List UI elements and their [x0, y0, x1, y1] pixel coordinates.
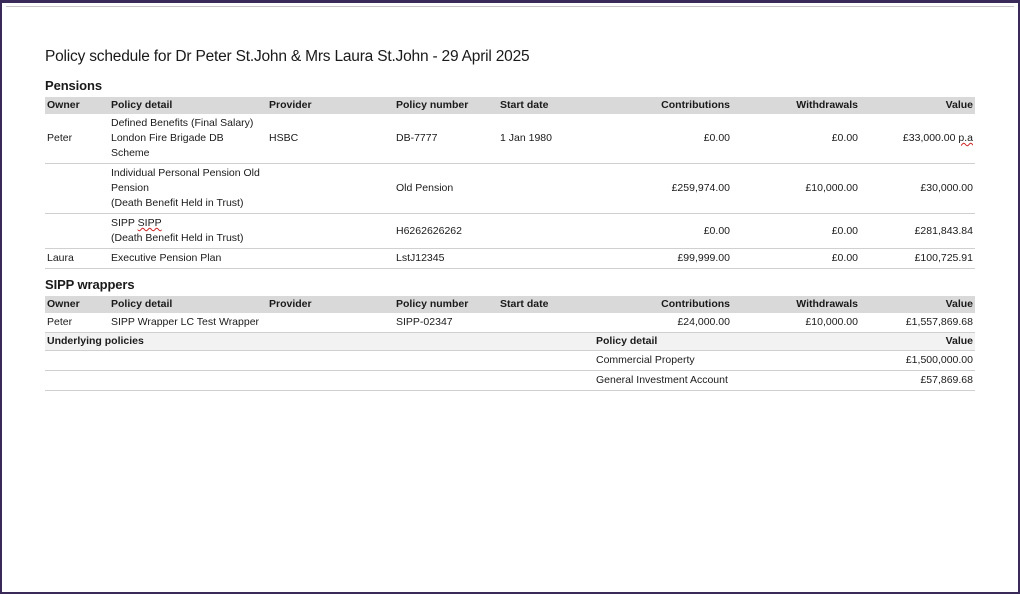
provider-cell: [267, 214, 394, 249]
provider-cell: HSBC: [267, 114, 394, 164]
policy-detail-cell: SIPP Wrapper LC Test Wrapper: [109, 313, 267, 333]
start-date-cell: [498, 313, 594, 333]
underlying-value-header: Value: [860, 333, 975, 351]
col-header: Owner: [45, 296, 109, 313]
col-header: Policy detail: [109, 97, 267, 114]
policy-detail-cell: Defined Benefits (Final Salary) London Fire Brigade DB Scheme: [109, 114, 267, 164]
owner-cell: Peter: [45, 313, 109, 333]
underlying-detail-cell: General Investment Account: [594, 371, 860, 391]
detail-text-flagged: SIPP: [137, 217, 162, 229]
value-cell: £281,843.84: [860, 214, 975, 249]
col-header: Value: [860, 97, 975, 114]
value-cell: £1,557,869.68: [860, 313, 975, 333]
col-header: Withdrawals: [732, 296, 860, 313]
col-header: Owner: [45, 97, 109, 114]
policy-number-cell: LstJ12345: [394, 249, 498, 269]
col-header: Policy detail: [109, 296, 267, 313]
underlying-detail-cell: Commercial Property: [594, 351, 860, 371]
col-header: Provider: [267, 296, 394, 313]
underlying-value-cell: £57,869.68: [860, 371, 975, 391]
underlying-value-cell: £1,500,000.00: [860, 351, 975, 371]
empty-cell: [45, 351, 594, 371]
value-amount: £33,000.00: [902, 132, 959, 144]
table-row: [45, 214, 975, 249]
underlying-row: [45, 351, 975, 371]
col-header: Policy number: [394, 97, 498, 114]
col-header: Start date: [498, 97, 594, 114]
col-header: Policy number: [394, 296, 498, 313]
provider-cell: [267, 249, 394, 269]
contributions-cell: £24,000.00: [594, 313, 732, 333]
owner-cell: [45, 214, 109, 249]
table-row: [45, 164, 975, 214]
divider: [6, 6, 1014, 7]
underlying-detail-header: Policy detail: [594, 333, 860, 351]
policy-number-cell: Old Pension: [394, 164, 498, 214]
start-date-cell: [498, 214, 594, 249]
owner-cell: Laura: [45, 249, 109, 269]
contributions-cell: £0.00: [594, 214, 732, 249]
sipp-heading: SIPP wrappers: [45, 277, 135, 292]
policy-number-cell: H6262626262: [394, 214, 498, 249]
provider-cell: [267, 164, 394, 214]
underlying-label: Underlying policies: [45, 333, 594, 351]
underlying-row: [45, 371, 975, 391]
table-row: [45, 249, 975, 269]
empty-cell: [45, 371, 594, 391]
col-header: Contributions: [594, 97, 732, 114]
withdrawals-cell: £0.00: [732, 249, 860, 269]
page-title: Policy schedule for Dr Peter St.John & Mrs Laura St.John - 29 April 2025: [45, 48, 530, 65]
withdrawals-cell: £10,000.00: [732, 313, 860, 333]
underlying-header-row: [45, 333, 975, 351]
col-header: Withdrawals: [732, 97, 860, 114]
col-header: Start date: [498, 296, 594, 313]
policy-detail-cell: [109, 214, 267, 249]
contributions-cell: £99,999.00: [594, 249, 732, 269]
withdrawals-cell: £0.00: [732, 214, 860, 249]
withdrawals-cell: £10,000.00: [732, 164, 860, 214]
sipp-table: [45, 296, 975, 391]
value-suffix: p.a: [958, 132, 973, 144]
contributions-cell: £259,974.00: [594, 164, 732, 214]
value-cell: £100,725.91: [860, 249, 975, 269]
table-row: [45, 114, 975, 164]
table-header-row: [45, 97, 975, 114]
value-cell: £30,000.00: [860, 164, 975, 214]
pensions-table: [45, 97, 975, 269]
col-header: Contributions: [594, 296, 732, 313]
table-header-row: [45, 296, 975, 313]
start-date-cell: 1 Jan 1980: [498, 114, 594, 164]
table-row: [45, 313, 975, 333]
document: [45, 48, 975, 391]
provider-cell: [267, 313, 394, 333]
policy-detail-cell: Executive Pension Plan: [109, 249, 267, 269]
value-cell: [860, 114, 975, 164]
col-header: Provider: [267, 97, 394, 114]
policy-number-cell: SIPP-02347: [394, 313, 498, 333]
contributions-cell: £0.00: [594, 114, 732, 164]
detail-text: (Death Benefit Held in Trust): [111, 232, 244, 244]
start-date-cell: [498, 249, 594, 269]
col-header: Value: [860, 296, 975, 313]
detail-text: SIPP: [111, 217, 138, 229]
policy-number-cell: DB-7777: [394, 114, 498, 164]
owner-cell: Peter: [45, 114, 109, 164]
start-date-cell: [498, 164, 594, 214]
owner-cell: [45, 164, 109, 214]
pensions-heading: Pensions: [45, 78, 102, 93]
policy-detail-cell: Individual Personal Pension Old Pension (Death Benefit Held in Trust): [109, 164, 267, 214]
withdrawals-cell: £0.00: [732, 114, 860, 164]
